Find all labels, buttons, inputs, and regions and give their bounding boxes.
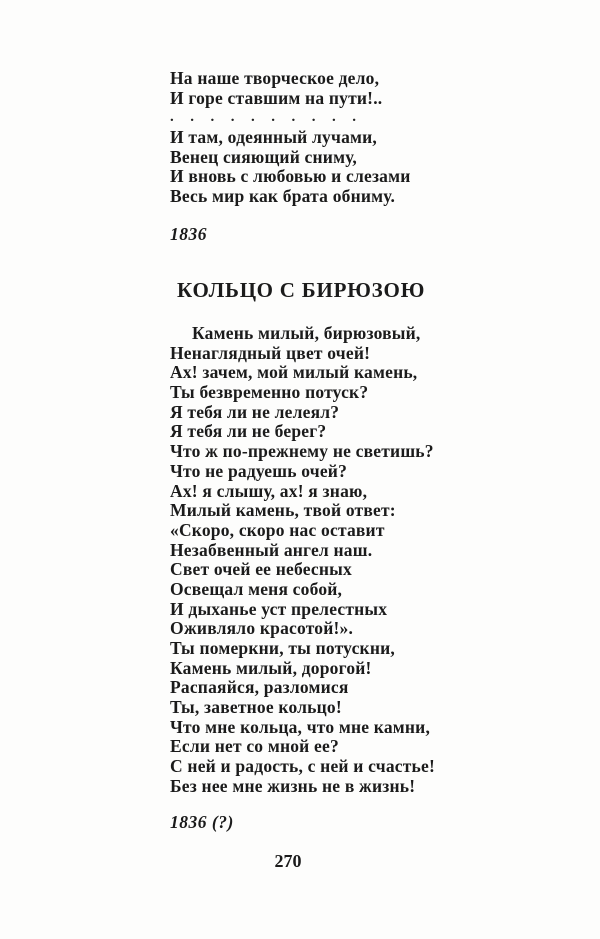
poem-line: Освещал меня собой, (170, 578, 343, 599)
poem-line: Ты безвременно потуск? (170, 382, 369, 403)
poem-line: «Скоро, скоро нас оставит (170, 519, 385, 540)
previous-poem-end (170, 69, 411, 207)
poem-line: Если нет со мной ее? (170, 736, 339, 757)
poem-line: Ненаглядный цвет очей! (170, 342, 371, 363)
poem-line: Ты померкни, ты потускни, (170, 638, 395, 658)
poem-title: КОЛЬЦО С БИРЮЗОЮ (177, 278, 426, 302)
poem-line: Милый камень, твой ответ: (170, 500, 396, 521)
poem-line: Незабвенный ангел наш. (170, 539, 373, 560)
poem-line: Оживляло красотой!». (170, 618, 354, 639)
poem-line: Что ж по-прежнему не светишь? (170, 441, 434, 462)
poem-line: Камень милый, дорогой! (170, 657, 372, 678)
poem-line: Ты, заветное кольцо! (170, 697, 342, 718)
poem-line: Что мне кольца, что мне камни, (170, 716, 431, 737)
page-number: 270 (274, 851, 302, 871)
poem-line: И дыханье уст прелестных (170, 598, 388, 619)
poem-line: Я тебя ли не берег? (170, 421, 327, 442)
poem-line: Без нее мне жизнь не в жизнь! (170, 775, 416, 796)
poem-line: Распаяйся, разломися (170, 677, 349, 698)
poem-line: На наше творческое дело, (170, 68, 380, 88)
previous-poem-stanza-1 (170, 69, 411, 108)
poem-line: С ней и радость, с ней и счастье! (170, 756, 435, 777)
previous-poem-date: 1836 (170, 224, 207, 244)
poem-line: Свет очей ее небесных (170, 559, 352, 580)
poem-line: Ах! я слышу, ах! я знаю, (170, 480, 368, 501)
poem-line: Весь мир как брата обниму. (170, 186, 396, 207)
poem-line: Что не радуешь очей? (170, 460, 348, 481)
poem-line: Я тебя ли не лелеял? (170, 401, 340, 422)
poem-line: И горе ставшим на пути!.. (170, 87, 383, 108)
poem-line: И вновь с любовью и слезами (170, 166, 411, 187)
stanza-break-dots: .......... (170, 109, 373, 126)
poem-line: Камень милый, бирюзовый, (192, 323, 421, 343)
poem-body (170, 324, 435, 797)
poem-line: Венец сияющий сниму, (170, 146, 357, 167)
poem-date: 1836 (?) (170, 812, 234, 832)
previous-poem-stanza-2 (170, 128, 411, 207)
poem-line: И там, одеянный лучами, (170, 127, 378, 148)
poem-line: Ах! зачем, мой милый камень, (170, 362, 418, 383)
